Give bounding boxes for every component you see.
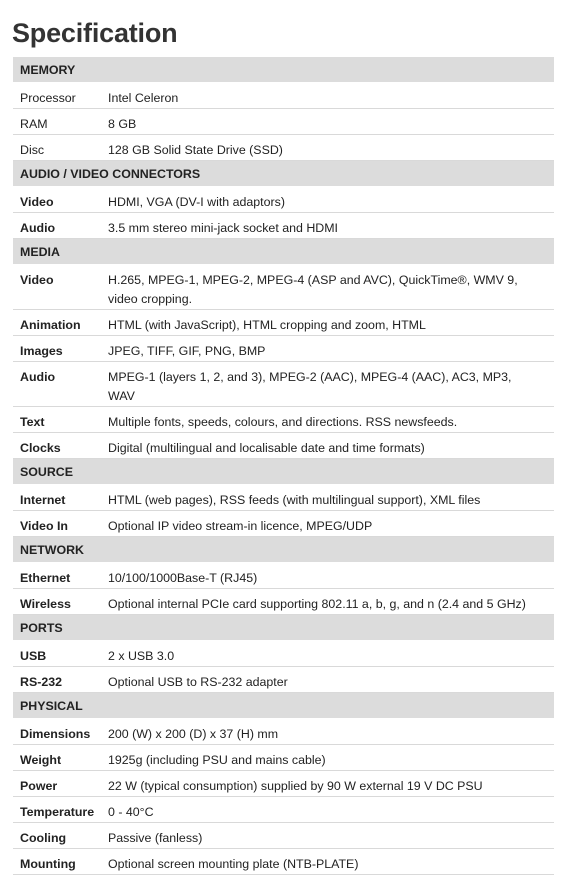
spec-label: Dimensions (13, 719, 101, 745)
spec-value: 128 GB Solid State Drive (SSD) (101, 135, 554, 161)
spec-row (13, 563, 554, 589)
section-title: PORTS (13, 615, 554, 641)
spec-value: Digital (multilingual and localisable date and time formats) (101, 433, 554, 459)
spec-value: Multiple fonts, speeds, colours, and directions. RSS newsfeeds. (101, 407, 554, 433)
section-title: NETWORK (13, 537, 554, 563)
spec-value: 22 W (typical consumption) supplied by 90 W external 19 V DC PSU (101, 771, 554, 797)
spec-label: Images (13, 336, 101, 362)
spec-value: Optional internal PCIe card supporting 802.11 a, b, g, and n (2.4 and 5 GHz) (101, 589, 554, 615)
spec-label: USB (13, 641, 101, 667)
spec-row (13, 797, 554, 823)
spec-row (13, 719, 554, 745)
spec-row (13, 407, 554, 433)
spec-row (13, 771, 554, 797)
spec-row (13, 433, 554, 459)
section-header-network (13, 537, 554, 563)
spec-label: Mounting (13, 849, 101, 875)
spec-label: Animation (13, 310, 101, 336)
spec-value: HTML (web pages), RSS feeds (with multilingual support), XML files (101, 485, 554, 511)
spec-row (13, 362, 554, 407)
spec-label: Wireless (13, 589, 101, 615)
section-header-source (13, 459, 554, 485)
spec-row (13, 336, 554, 362)
spec-row (13, 641, 554, 667)
spec-value: 8 GB (101, 109, 554, 135)
section-header-media (13, 239, 554, 265)
spec-label: RS-232 (13, 667, 101, 693)
spec-label: Cooling (13, 823, 101, 849)
specification-table-body (13, 57, 554, 875)
section-title: PHYSICAL (13, 693, 554, 719)
spec-label: Disc (13, 135, 101, 161)
spec-row (13, 213, 554, 239)
spec-value: 2 x USB 3.0 (101, 641, 554, 667)
spec-value: Intel Celeron (101, 83, 554, 109)
spec-label: Text (13, 407, 101, 433)
spec-value: HDMI, VGA (DV-I with adaptors) (101, 187, 554, 213)
spec-row (13, 135, 554, 161)
spec-label: Power (13, 771, 101, 797)
spec-row (13, 83, 554, 109)
spec-label: Processor (13, 83, 101, 109)
spec-row (13, 667, 554, 693)
spec-value: 200 (W) x 200 (D) x 37 (H) mm (101, 719, 554, 745)
spec-label: Video In (13, 511, 101, 537)
spec-row (13, 310, 554, 336)
spec-label: Ethernet (13, 563, 101, 589)
specification-table (13, 57, 554, 875)
spec-row (13, 485, 554, 511)
section-title: MEMORY (13, 57, 554, 83)
spec-row (13, 745, 554, 771)
spec-label: Temperature (13, 797, 101, 823)
section-header-memory (13, 57, 554, 83)
spec-value: 0 - 40°C (101, 797, 554, 823)
spec-row (13, 849, 554, 875)
spec-value: Optional screen mounting plate (NTB-PLATE) (101, 849, 554, 875)
section-title: AUDIO / VIDEO CONNECTORS (13, 161, 554, 187)
section-header-physical (13, 693, 554, 719)
spec-value: 1925g (including PSU and mains cable) (101, 745, 554, 771)
page-title: Specification (12, 18, 178, 48)
spec-value: HTML (with JavaScript), HTML cropping and zoom, HTML (101, 310, 554, 336)
spec-value: Optional USB to RS-232 adapter (101, 667, 554, 693)
spec-value: Passive (fanless) (101, 823, 554, 849)
spec-row (13, 265, 554, 310)
spec-label: Internet (13, 485, 101, 511)
spec-row (13, 823, 554, 849)
spec-label: Clocks (13, 433, 101, 459)
section-title: SOURCE (13, 459, 554, 485)
section-title: MEDIA (13, 239, 554, 265)
spec-row (13, 109, 554, 135)
spec-value: MPEG-1 (layers 1, 2, and 3), MPEG-2 (AAC), MPEG-4 (AAC), AC3, MP3, WAV (101, 362, 554, 407)
spec-label: Audio (13, 362, 101, 407)
spec-value: Optional IP video stream-in licence, MPEG/UDP (101, 511, 554, 537)
section-header-audio-video-connectors (13, 161, 554, 187)
spec-value: 10/100/1000Base-T (RJ45) (101, 563, 554, 589)
spec-label: Video (13, 265, 101, 310)
section-header-ports (13, 615, 554, 641)
spec-value: JPEG, TIFF, GIF, PNG, BMP (101, 336, 554, 362)
spec-label: RAM (13, 109, 101, 135)
spec-row (13, 187, 554, 213)
spec-label: Audio (13, 213, 101, 239)
spec-value: H.265, MPEG-1, MPEG-2, MPEG-4 (ASP and AVC), QuickTime®, WMV 9, video cropping. (101, 265, 554, 310)
spec-label: Video (13, 187, 101, 213)
spec-row (13, 511, 554, 537)
spec-label: Weight (13, 745, 101, 771)
spec-row (13, 589, 554, 615)
spec-value: 3.5 mm stereo mini-jack socket and HDMI (101, 213, 554, 239)
